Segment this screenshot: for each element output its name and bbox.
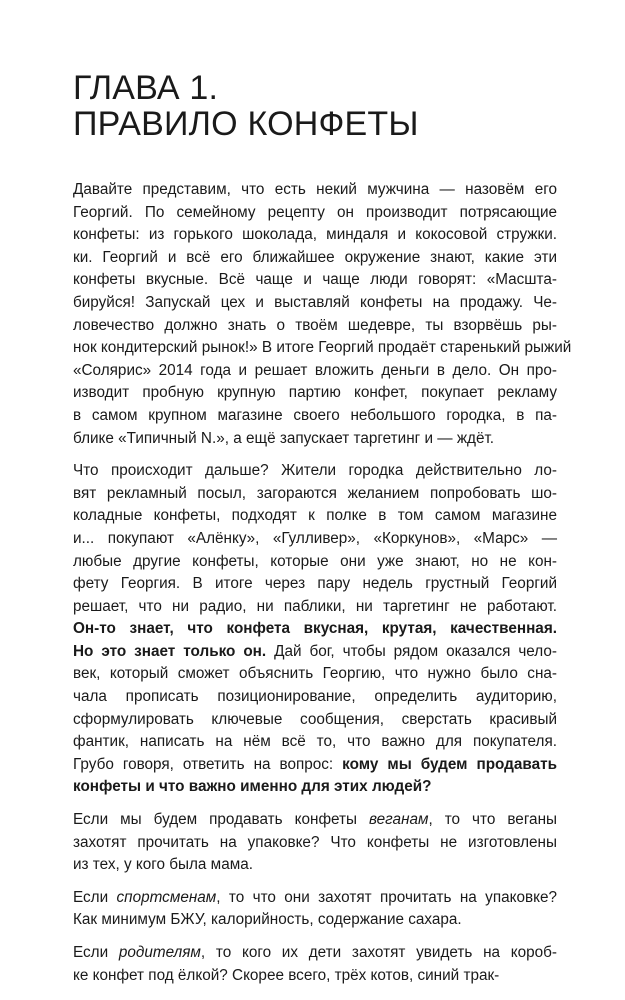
text-run: конфеты вкусные. Всё чаще и чаще люди говорят: «Масшта- (73, 271, 557, 289)
text-line (73, 641, 557, 664)
text-line (73, 754, 557, 777)
text-line (73, 832, 557, 855)
text-line (73, 179, 557, 202)
text-line (73, 337, 572, 360)
italic-text: спортсменам (116, 888, 217, 906)
text-run: ки. Георгий и всё его ближайшее окружение знают, какие эти (73, 248, 557, 266)
text-run: изводит пробную крупную партию конфет, покупает рекламу (73, 384, 557, 402)
text-run: Дай бог, чтобы рядом оказался чело- (266, 642, 557, 660)
paragraph (73, 179, 572, 450)
text-line (73, 942, 557, 965)
text-line (73, 224, 557, 247)
text-run: блике «Типичный N.», а ещё запускает таргетинг и — ждёт. (73, 429, 495, 447)
text-run: Что происходит дальше? Жители городка действительно ло- (73, 462, 557, 480)
text-run: Если (73, 888, 117, 906)
text-run: Если (73, 944, 119, 961)
text-line (73, 909, 557, 932)
text-run: , то что веганы (428, 811, 558, 829)
text-line (73, 202, 557, 225)
bold-text: кому мы будем продавать (342, 755, 557, 773)
text-line (73, 686, 557, 709)
text-line (73, 551, 557, 574)
chapter-title-line-2: ПРАВИЛО КОНФЕТЫ (73, 105, 419, 143)
text-run: , то кого их дети захотят увидеть на короб- (200, 944, 558, 961)
text-run: захотят прочитать на упаковке? Что конфеты не изготовлены (73, 833, 557, 851)
text-line (73, 269, 557, 292)
text-run: бируйся! Запускай цех и выставляй конфеты на продажу. Че- (73, 293, 557, 311)
text-line (73, 505, 557, 528)
chapter-title (73, 70, 419, 142)
text-run: коладные конфеты, подходят к полке в том самом магазине (73, 507, 557, 525)
text-line (73, 382, 557, 405)
text-run: чала прописать позиционирование, определить аудиторию, (73, 688, 557, 706)
text-line (73, 854, 557, 877)
text-run: и... покупают «Алёнку», «Гулливер», «Коркунов», «Марс» — (73, 529, 557, 547)
text-run: ке конфет под ёлкой? Скорее всего, трёх котов, синий трак- (73, 966, 500, 984)
text-run: Давайте представим, что есть некий мужчина — назовём его (73, 181, 557, 198)
bold-text: Он-то знает, что конфета вкусная, крутая, качественная. (73, 620, 557, 638)
text-run: ловечество должно знать о твоём шедевре, ты взорвёшь ры- (73, 316, 557, 334)
text-line (73, 528, 557, 551)
bold-text: конфеты и что важно именно для этих людей? (73, 778, 432, 796)
text-line (73, 887, 557, 910)
text-run: век, который сможет объяснить Георгию, что нужно было сна- (73, 665, 557, 683)
text-run: Грубо говоря, ответить на вопрос: (73, 755, 343, 773)
text-run: Георгий. По семейному рецепту он производит потрясающие (73, 203, 557, 221)
text-line (73, 247, 557, 270)
text-run: Как минимум БЖУ, калорийность, содержание сахара. (73, 911, 462, 929)
text-line (73, 483, 557, 506)
text-run: в самом крупном магазине своего небольшого городка, в па- (73, 406, 557, 424)
text-line (73, 405, 557, 428)
text-line (73, 731, 557, 754)
text-run: нок кондитерский рынок!» В итоге Георгий продаёт старенький рыжий (73, 339, 572, 357)
text-run: вят рекламный посыл, загораются желанием попробовать шо- (73, 484, 557, 502)
text-line (73, 360, 557, 383)
chapter-title-line-1: ГЛАВА 1. (73, 69, 219, 107)
bold-text: Но это знает только он. (73, 642, 267, 660)
italic-text: родителям (118, 944, 201, 961)
paragraph (73, 887, 557, 932)
text-line (73, 573, 557, 596)
text-line (73, 965, 557, 988)
text-run: конфеты: из горького шоколада, миндаля и кокосовой стружки. (73, 226, 557, 244)
text-run: сформулировать ключевые сообщения, сверстать красивый (73, 710, 557, 728)
text-line (73, 776, 557, 799)
paragraph (73, 942, 557, 987)
text-line (73, 292, 557, 315)
text-run: любые другие конфеты, которые они уже знают, но не кон- (73, 552, 557, 570)
paragraph (73, 809, 557, 877)
text-run: фантик, написать на нём всё то, что важно для покупателя. (73, 733, 557, 751)
text-line (73, 709, 557, 732)
text-run: фету Георгия. В итоге через пару недель грустный Георгий (73, 575, 557, 593)
text-line (73, 596, 557, 619)
paragraph (73, 460, 557, 799)
text-line (73, 618, 557, 641)
text-line (73, 428, 557, 451)
text-run: из тех, у кого была мама. (73, 856, 253, 874)
italic-text: веганам (369, 811, 429, 829)
chapter-body (73, 179, 572, 997)
text-run: , то что они захотят прочитать на упаковке? (216, 888, 557, 906)
text-run: «Солярис» 2014 года и решает вложить деньги в дело. Он про- (73, 361, 557, 379)
text-line (73, 460, 557, 483)
text-line (73, 663, 557, 686)
text-line (73, 809, 557, 832)
text-run: решает, что ни радио, ни паблики, ни таргетинг не работают. (73, 597, 557, 615)
text-run: Если мы будем продавать конфеты (73, 811, 370, 829)
text-line (73, 315, 557, 338)
